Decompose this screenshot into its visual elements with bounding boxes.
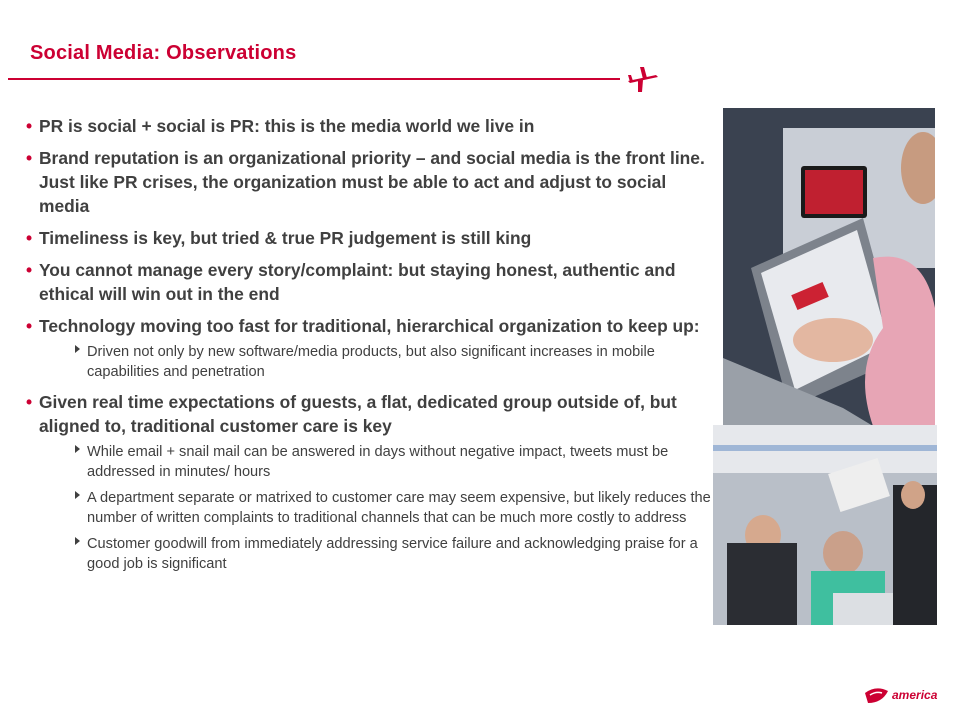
inflight-laptop-illustration <box>723 108 935 426</box>
sub-bullet-item <box>39 342 716 382</box>
bullet-dot-icon: • <box>26 392 33 412</box>
bullet-item <box>26 314 716 382</box>
sub-bullet-text: A department separate or matrixed to customer care may seem expensive, but likely reduces the number of written complaints to traditional channels that can be much more costly to address <box>87 490 711 526</box>
bullet-item <box>26 114 716 138</box>
bullet-item <box>26 226 716 250</box>
photo-inflight-laptop <box>723 108 935 426</box>
sub-bullet-item <box>39 488 716 528</box>
arrow-bullet-icon <box>75 445 80 453</box>
bullet-list <box>26 114 716 582</box>
bullet-dot-icon: • <box>26 148 33 168</box>
sub-bullet-list <box>39 442 716 574</box>
cabin-passengers-illustration <box>713 425 937 625</box>
title-divider <box>8 78 620 80</box>
bullet-text: Brand reputation is an organizational priority – and social media is the front line. Just like PR crises, the organization must be able to act and adjust to social media <box>39 148 705 216</box>
sub-bullet-item <box>39 442 716 482</box>
photo-cabin-passengers <box>713 425 937 625</box>
bullet-text: Given real time expectations of guests, a flat, dedicated group outside of, but aligned to, traditional customer care is key <box>39 392 677 436</box>
bullet-item <box>26 146 716 218</box>
slide-title: Social Media: Observations <box>30 42 297 64</box>
arrow-bullet-icon <box>75 537 80 545</box>
bullet-text: You cannot manage every story/complaint: but staying honest, authentic and ethical will win out in the end <box>39 260 676 304</box>
bullet-text: Technology moving too fast for traditional, hierarchical organization to keep up: <box>39 316 700 336</box>
arrow-bullet-icon <box>75 491 80 499</box>
sub-bullet-text: Customer goodwill from immediately addressing service failure and acknowledging praise for a good job is significant <box>87 536 698 572</box>
bullet-text: Timeliness is key, but tried & true PR judgement is still king <box>39 228 532 248</box>
sub-bullet-list <box>39 342 716 382</box>
bullet-dot-icon: • <box>26 116 33 136</box>
sub-bullet-text: While email + snail mail can be answered in days without negative impact, tweets must be addressed in minutes/ hours <box>87 444 669 480</box>
bullet-item <box>26 390 716 574</box>
virgin-logo-icon <box>862 683 892 707</box>
bullet-dot-icon: • <box>26 260 33 280</box>
bullet-dot-icon: • <box>26 228 33 248</box>
sub-bullet-text: Driven not only by new software/media products, but also significant increases in mobile capabilities and penetration <box>87 344 655 380</box>
bullet-dot-icon: • <box>26 316 33 336</box>
bullet-text: PR is social + social is PR: this is the media world we live in <box>39 116 535 136</box>
virgin-america-logo <box>862 683 944 707</box>
sub-bullet-item <box>39 534 716 574</box>
arrow-bullet-icon <box>75 345 80 353</box>
bullet-item <box>26 258 716 306</box>
logo-text: america <box>892 688 938 702</box>
airplane-icon <box>622 62 662 96</box>
